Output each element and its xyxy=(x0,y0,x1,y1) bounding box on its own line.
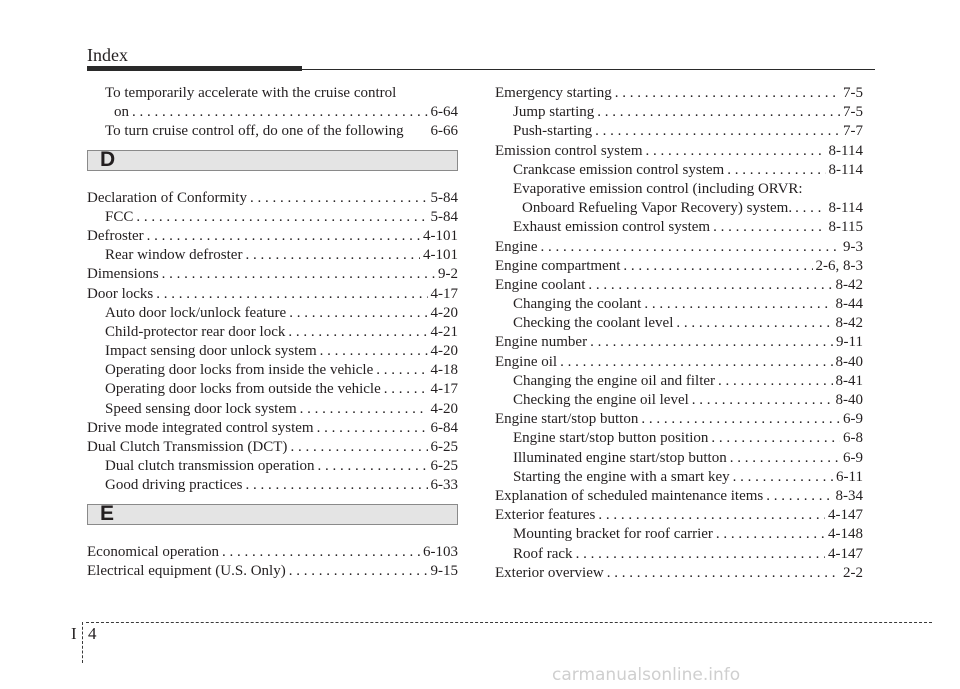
index-entry xyxy=(495,218,863,237)
entry-text: Defroster xyxy=(87,227,144,244)
entry-text: Onboard Refueling Vapor Recovery) system. xyxy=(522,200,793,217)
entry-text: Emergency starting xyxy=(495,85,612,101)
entry-text: Illuminated engine start/stop button xyxy=(513,449,727,466)
entry-page: 4-20 xyxy=(430,343,458,360)
footer-section-letter: I xyxy=(71,624,77,643)
entry-page: 6-84 xyxy=(430,419,458,436)
entry-text: Roof rack xyxy=(513,545,573,562)
entry-text: Engine start/stop button position xyxy=(513,430,709,447)
entry-page: 6-64 xyxy=(430,104,458,121)
entry-page: 5-84 xyxy=(430,189,458,206)
entry-page: 8-115 xyxy=(828,219,863,236)
index-entry xyxy=(495,238,863,257)
section-header-e xyxy=(87,501,458,525)
index-entry xyxy=(495,353,863,372)
entry-text: To turn cruise control off, do one of the following xyxy=(105,123,404,140)
entry-text: Explanation of scheduled maintenance items xyxy=(495,487,764,504)
entry-text: Engine oil xyxy=(495,353,558,370)
footer-page-number: 4 xyxy=(88,624,97,643)
entry-text: Door locks xyxy=(87,285,154,302)
entry-page: 8-40 xyxy=(835,392,863,408)
dot-leader xyxy=(620,257,812,276)
index-entry xyxy=(87,103,458,122)
entry-text: Evaporative emission control (including ORVR: xyxy=(513,180,803,197)
entry-text: Changing the engine oil and filter xyxy=(513,372,716,389)
dot-leader xyxy=(713,525,825,544)
index-entry xyxy=(87,438,458,457)
index-entry xyxy=(87,246,458,265)
entry-page: 9-11 xyxy=(836,334,863,351)
entry-page: 8-41 xyxy=(835,372,863,389)
entry-page: 4-18 xyxy=(430,362,458,379)
entry-text: Rear window defroster xyxy=(105,247,243,264)
dot-leader xyxy=(595,506,825,525)
index-entry xyxy=(495,564,863,583)
index-entry xyxy=(495,333,863,352)
index-entry xyxy=(87,285,458,304)
dot-leader xyxy=(638,410,840,429)
entry-text: Checking the coolant level xyxy=(513,315,674,332)
entry-page: 4-21 xyxy=(430,323,458,340)
dot-leader xyxy=(573,545,825,564)
dot-leader xyxy=(724,161,825,180)
entry-page: 4-20 xyxy=(430,400,458,417)
entry-page: 2-6, 8-3 xyxy=(815,257,863,274)
dot-leader xyxy=(381,380,428,399)
index-entry xyxy=(495,199,863,218)
entry-text: Jump starting xyxy=(513,104,595,121)
entry-page: 2-2 xyxy=(843,564,863,581)
index-entry xyxy=(495,276,863,295)
dot-leader xyxy=(708,429,840,448)
entry-text: Changing the coolant xyxy=(513,296,642,313)
index-entry xyxy=(87,265,458,284)
dot-leader xyxy=(287,438,427,457)
dot-leader xyxy=(317,342,428,361)
entry-text: Operating door locks from outside the vehicle xyxy=(105,381,381,398)
entry-text: Electrical equipment (U.S. Only) xyxy=(87,562,286,579)
dot-leader xyxy=(585,276,832,295)
index-entry xyxy=(87,457,458,476)
index-entry xyxy=(495,372,863,391)
entry-text: Engine number xyxy=(495,334,588,351)
entry-page: 4-147 xyxy=(828,545,863,562)
index-entry xyxy=(87,400,458,419)
entry-page: 4-17 xyxy=(430,285,458,302)
index-entry xyxy=(87,419,458,438)
dot-leader xyxy=(286,562,428,581)
dot-leader xyxy=(153,285,427,304)
entry-text: Dimensions xyxy=(87,266,159,283)
index-entry xyxy=(87,84,458,103)
index-entry xyxy=(495,468,863,487)
entry-page: 4-101 xyxy=(423,227,458,244)
entry-page: 4-20 xyxy=(430,304,458,321)
section-letter-e: E xyxy=(100,501,115,525)
entry-text: Push-starting xyxy=(513,123,593,140)
entry-page: 9-3 xyxy=(843,238,863,255)
entry-page: 8-114 xyxy=(828,200,863,217)
entry-page: 7-5 xyxy=(843,85,863,101)
dot-leader xyxy=(612,84,840,103)
dot-leader xyxy=(792,199,825,218)
footer-rule xyxy=(86,622,932,623)
entry-page: 6-8 xyxy=(843,430,863,447)
dot-leader xyxy=(641,295,832,314)
entry-page: 6-25 xyxy=(430,439,458,455)
index-entry xyxy=(87,208,458,227)
footer-divider xyxy=(82,622,83,663)
index-entry xyxy=(495,487,863,506)
entry-page: 7-7 xyxy=(843,123,863,140)
index-entry xyxy=(495,410,863,429)
dot-leader xyxy=(689,391,833,410)
entry-page: 9-15 xyxy=(430,562,458,579)
dot-leader xyxy=(673,314,832,333)
entry-text: Economical operation xyxy=(87,543,220,560)
entry-page: 5-84 xyxy=(430,208,458,225)
page-title: Index xyxy=(87,45,128,65)
dot-leader xyxy=(727,449,840,468)
entry-text: Dual clutch transmission operation xyxy=(105,458,315,475)
dot-leader xyxy=(763,487,832,506)
entry-page: 4-17 xyxy=(430,381,458,398)
dot-leader xyxy=(710,218,825,237)
entry-text: Good driving practices xyxy=(105,477,243,494)
index-entry xyxy=(87,361,458,380)
index-entry xyxy=(495,314,863,333)
entry-page: 6-66 xyxy=(430,123,458,140)
section-d-list xyxy=(87,189,458,496)
entry-text: Dual Clutch Transmission (DCT) xyxy=(87,439,288,455)
entry-text: Impact sensing door unlock system xyxy=(105,343,317,360)
entry-text: Exhaust emission control system xyxy=(513,219,711,236)
entry-text: Exterior features xyxy=(495,507,596,524)
dot-leader xyxy=(133,208,427,227)
index-entry xyxy=(495,180,863,199)
index-entry xyxy=(495,449,863,468)
entry-text: Child-protector rear door lock xyxy=(105,323,286,340)
entry-text: Operating door locks from inside the vehicle xyxy=(105,362,374,379)
dot-leader xyxy=(247,189,428,208)
entry-text: Emission control system xyxy=(495,142,643,159)
index-entry xyxy=(87,562,458,581)
index-entry xyxy=(495,525,863,544)
index-entry xyxy=(87,380,458,399)
entry-text: Speed sensing door lock system xyxy=(105,400,297,417)
dot-leader xyxy=(297,400,428,419)
index-entry xyxy=(495,391,863,410)
entry-text: Engine xyxy=(495,238,538,255)
entry-text: Mounting bracket for roof carrier xyxy=(513,526,713,543)
dot-leader xyxy=(587,333,833,352)
index-entry xyxy=(495,122,863,141)
entry-page: 8-114 xyxy=(828,161,863,178)
index-entry xyxy=(495,84,863,103)
watermark: carmanualsonline.info xyxy=(552,665,741,685)
dot-leader xyxy=(373,361,427,380)
entry-text: Starting the engine with a smart key xyxy=(513,468,730,485)
dot-leader xyxy=(643,142,826,161)
index-entry xyxy=(87,227,458,246)
index-entry xyxy=(495,103,863,122)
entry-page: 4-101 xyxy=(423,247,458,264)
index-entry xyxy=(87,323,458,342)
dot-leader xyxy=(604,564,840,583)
index-entry xyxy=(87,342,458,361)
index-entry xyxy=(495,429,863,448)
index-entry xyxy=(87,304,458,323)
intro-list xyxy=(87,84,458,142)
index-entry xyxy=(495,257,863,276)
section-e-list xyxy=(87,543,458,581)
dot-leader xyxy=(242,246,420,265)
entry-page: 6-25 xyxy=(430,458,458,475)
entry-page: 8-34 xyxy=(835,487,863,504)
left-column xyxy=(87,84,458,581)
entry-page: 4-148 xyxy=(828,526,863,543)
dot-leader xyxy=(129,103,428,122)
right-column xyxy=(495,84,863,583)
entry-text: on xyxy=(114,104,129,121)
entry-text: Engine coolant xyxy=(495,276,586,293)
index-entry xyxy=(495,161,863,180)
entry-text: Declaration of Conformity xyxy=(87,189,247,206)
index-entry xyxy=(495,545,863,564)
entry-page: 4-147 xyxy=(828,507,863,524)
entry-page: 8-44 xyxy=(835,296,863,313)
dot-leader xyxy=(715,372,832,391)
dot-leader xyxy=(314,419,428,438)
dot-leader xyxy=(144,227,420,246)
dot-leader xyxy=(592,122,840,141)
entry-page: 8-40 xyxy=(835,353,863,370)
entry-text: Checking the engine oil level xyxy=(513,392,689,408)
dot-leader xyxy=(730,468,833,487)
index-entry xyxy=(495,295,863,314)
section-header-d xyxy=(87,147,458,171)
entry-page: 7-5 xyxy=(843,104,863,121)
entry-text: Exterior overview xyxy=(495,564,604,581)
entry-page: 8-114 xyxy=(828,142,863,159)
entry-text: Engine compartment xyxy=(495,257,621,274)
index-entry xyxy=(87,543,458,562)
header-rule-thin xyxy=(302,69,875,70)
entry-page: 8-42 xyxy=(835,315,863,332)
dot-leader xyxy=(242,476,427,495)
entry-page: 6-9 xyxy=(843,449,863,466)
dot-leader xyxy=(315,457,428,476)
entry-text: Auto door lock/unlock feature xyxy=(105,304,287,321)
entry-text: To temporarily accelerate with the cruise control xyxy=(105,85,397,101)
entry-page: 9-2 xyxy=(438,266,458,283)
entry-page: 8-42 xyxy=(835,276,863,293)
dot-leader xyxy=(285,323,427,342)
dot-leader xyxy=(557,353,832,372)
dot-leader xyxy=(594,103,840,122)
dot-leader xyxy=(219,543,420,562)
right-list xyxy=(495,84,863,583)
header-rule-thick xyxy=(87,66,302,71)
entry-page: 6-9 xyxy=(843,411,863,428)
entry-page: 6-33 xyxy=(430,477,458,494)
entry-text: Engine start/stop button xyxy=(495,411,639,428)
index-entry xyxy=(87,189,458,208)
dot-leader xyxy=(159,265,435,284)
index-entry xyxy=(87,122,458,141)
entry-page: 6-11 xyxy=(836,468,863,485)
index-entry xyxy=(87,476,458,495)
index-entry xyxy=(495,142,863,161)
dot-leader xyxy=(538,238,841,257)
entry-text: FCC xyxy=(105,208,134,225)
entry-text: Drive mode integrated control system xyxy=(87,419,314,436)
entry-page: 6-103 xyxy=(423,543,458,560)
entry-text: Crankcase emission control system xyxy=(513,161,725,178)
index-entry xyxy=(495,506,863,525)
section-letter-d: D xyxy=(100,147,116,171)
dot-leader xyxy=(286,304,427,323)
